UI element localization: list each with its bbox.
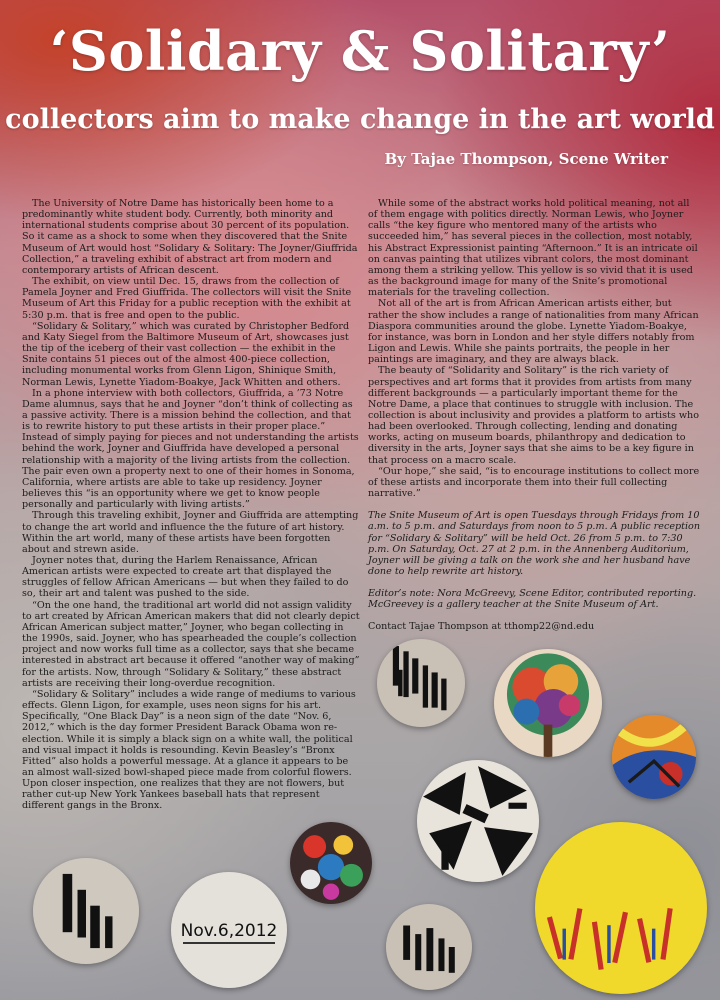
- artwork-neon-sign-circle: [171, 872, 287, 988]
- headline: ‘Solidary & Solitary’: [49, 19, 671, 83]
- paragraph: “Solidary & Solitary” includes a wide range of mediums to various effects. Glenn Ligon, for example, uses neon signs for his art. Specifically, “One Black Day” is a neon sign of the date “Nov. 6, 2012,” which is the day former President Barack Obama won re-election. While it is simply a black sign on a white wall, the political and visual impact it holds is resounding. Kevin Beasley’s “Bronx Fitted” also holds a powerful message. At a glance it appears to be an almost wall-sized bowl-shaped piece made from colorful flowers. Upon closer inspection, one realizes that they are not flowers, but rather cut-up New York Yankees baseball hats that represent different gangs in the Bronx.: [22, 688, 356, 812]
- artwork-black-bars-circle-left: [33, 858, 139, 964]
- artwork-black-bars-circle-bottom: [386, 904, 472, 990]
- colorful-tree-image: [494, 649, 602, 757]
- paragraph: In a phone interview with both collectors, Giuffrida, a ’73 Notre Dame alumnus, says that he and Joyner “don’t think of collecting as a passive activity. There is a mission behind the collection, and that is to rewrite history to put these artists in their proper place.” Instead of simply paying for pieces and not understanding the artists behind the work, Joyner and Giuffrida have developed a personal relationship with a majority of the living artists from the collection. The pair even own a property next to one of their homes in Sonoma, California, where artists are able to take up residency. Joyner believes this “is an opportunity where we get to know people personally and particularly with living artists.”: [22, 387, 359, 511]
- subheadline: collectors aim to make change in the art world: [5, 104, 715, 135]
- neon-sign-text: Nov.6,2012: [180, 921, 278, 941]
- artwork-colorful-bowl-circle: [290, 822, 372, 904]
- paragraph: Joyner notes that, during the Harlem Renaissance, African American artists were expected to create art that displayed the struggles of fellow African Americans — but when they failed to do so, their art and talent was pushed to the side.: [22, 555, 349, 600]
- editor-note: Editor’s note: Nora McGreevy, Scene Editor, contributed reporting. McGreevey is a gallery teacher at the Snite Museum of Art.: [368, 588, 697, 611]
- artwork-abstract-orange-circle: [612, 715, 696, 799]
- byline: By Tajae Thompson, Scene Writer: [384, 150, 668, 168]
- black-bars-sculpture-image: [33, 858, 139, 964]
- article-column-left: [22, 198, 360, 812]
- paragraph: “Our hope,” she said, “is to encourage institutions to collect more of these artists and incorporate them into their full collecting narrative.”: [368, 465, 700, 500]
- black-bars-sculpture-image: [377, 639, 465, 727]
- contact-line: Contact Tajae Thompson at tthomp22@nd.edu: [368, 621, 595, 633]
- colorful-bowl-image: [290, 822, 372, 904]
- yellow-abstract-painting-image: [535, 822, 707, 994]
- paragraph: “On the one hand, the traditional art world did not assign validity to art created by African American makers that did not clearly depict African American subject matter,” Joyner, who began collecting in the 1990s, said. Joyner, who has spearheaded the couple’s collection project and now works full time as a collector, says that she became interested in abstract art because it offered “another way of making” for the artists. Now, through “Solidary & Solitary,” these abstract artists are receiving their long-overdue recognition.: [22, 599, 360, 689]
- paragraph: The exhibit, on view until Dec. 15, draws from the collection of Pamela Joyner and Fred Giuffrida. The collectors will visit the Snite Museum of Art this Friday for a public reception with the exhibit at 5:30 p.m. that is free and open to the public.: [22, 276, 352, 321]
- abstract-orange-painting-image: [612, 715, 696, 799]
- artwork-yellow-abstract-circle: [535, 822, 707, 994]
- black-white-collage-image: [417, 760, 539, 882]
- paragraph: Through this traveling exhibit, Joyner and Giuffrida are attempting to change the art world and influence the the future of art history. Within the art world, many of these artists have been forgotten about and strewn aside.: [22, 510, 359, 555]
- paragraph: The University of Notre Dame has historically been home to a predominantly white student body. Currently, both minority and international students comprise about 30 percent of its population. So it came as a shock to some when they discovered that the Snite Museum of Art would host “Solidary & Solitary: The Joyner/Giuffrida Collection,” a traveling exhibit of abstract art from modern and contemporary artists of African descent.: [22, 198, 358, 276]
- article-column-right: [368, 198, 700, 633]
- artwork-black-white-collage-circle: [417, 760, 539, 882]
- artwork-black-bars-circle-top: [377, 639, 465, 727]
- black-bars-sculpture-image: [386, 904, 472, 990]
- paragraph: While some of the abstract works hold political meaning, not all of them engage with politics directly. Norman Lewis, who Joyner calls “the key figure who mentored many of the artists who succeeded him,” has several pieces in the collection, most notably, his Abstract Expressionist painting “Afternoon.” It is an intricate oil on canvas painting that utilizes vibrant colors, the most dominant among them a striking yellow. This yellow is so vivid that it is used as the background image for many of the Snite’s promotional materials for the traveling collection.: [368, 198, 698, 299]
- exhibit-info-note: The Snite Museum of Art is open Tuesdays through Fridays from 10 a.m. to 5 p.m. and Saturdays from noon to 5 p.m. A public reception for “Solidary & Solitary” will be held Oct. 26 from 5 p.m. to 7:30 p.m. On Saturday, Oct. 27 at 2 p.m. in the Annenberg Auditorium, Joyner will be giving a talk on the work she and her husband have done to help rewrite art history.: [368, 510, 701, 577]
- paragraph: Not all of the art is from African American artists either, but rather the show includes a range of nationalities from many African Diaspora communities around the globe. Lynette Yiadom-Boakye, for instance, was born in London and her style differs notably from Ligon and Lewis. While she paints portraits, the people in her paintings are imaginary, and they are always black.: [368, 298, 699, 366]
- paragraph: “Solidary & Solitary,” which was curated by Christopher Bedford and Katy Siegel from the Baltimore Museum of Art, showcases just the tip of the iceberg of their vast collection — the exhibit in the Snite contains 51 pieces out of the almost 400-piece collection, including monumental works from Glenn Ligon, Shinique Smith, Norman Lewis, Lynette Yiadom-Boakye, Jack Whitten and others.: [22, 320, 350, 388]
- paragraph: The beauty of “Solidarity and Solitary” is the rich variety of perspectives and art forms that it provides from artists from many different backgrounds — a particularly important theme for the Notre Dame, a place that continues to struggle with inclusion. The collection is about inclusivity and provides a platform to artists who had been overlooked. Through collecting, lending and donating works, acting on museum boards, philanthropy and dedication to diversity in the arts, Joyner says that she aims to be a key figure in that process on a macro scale.: [368, 365, 700, 466]
- neon-sign-image: [171, 872, 287, 988]
- artwork-colorful-tree-circle: [494, 649, 602, 757]
